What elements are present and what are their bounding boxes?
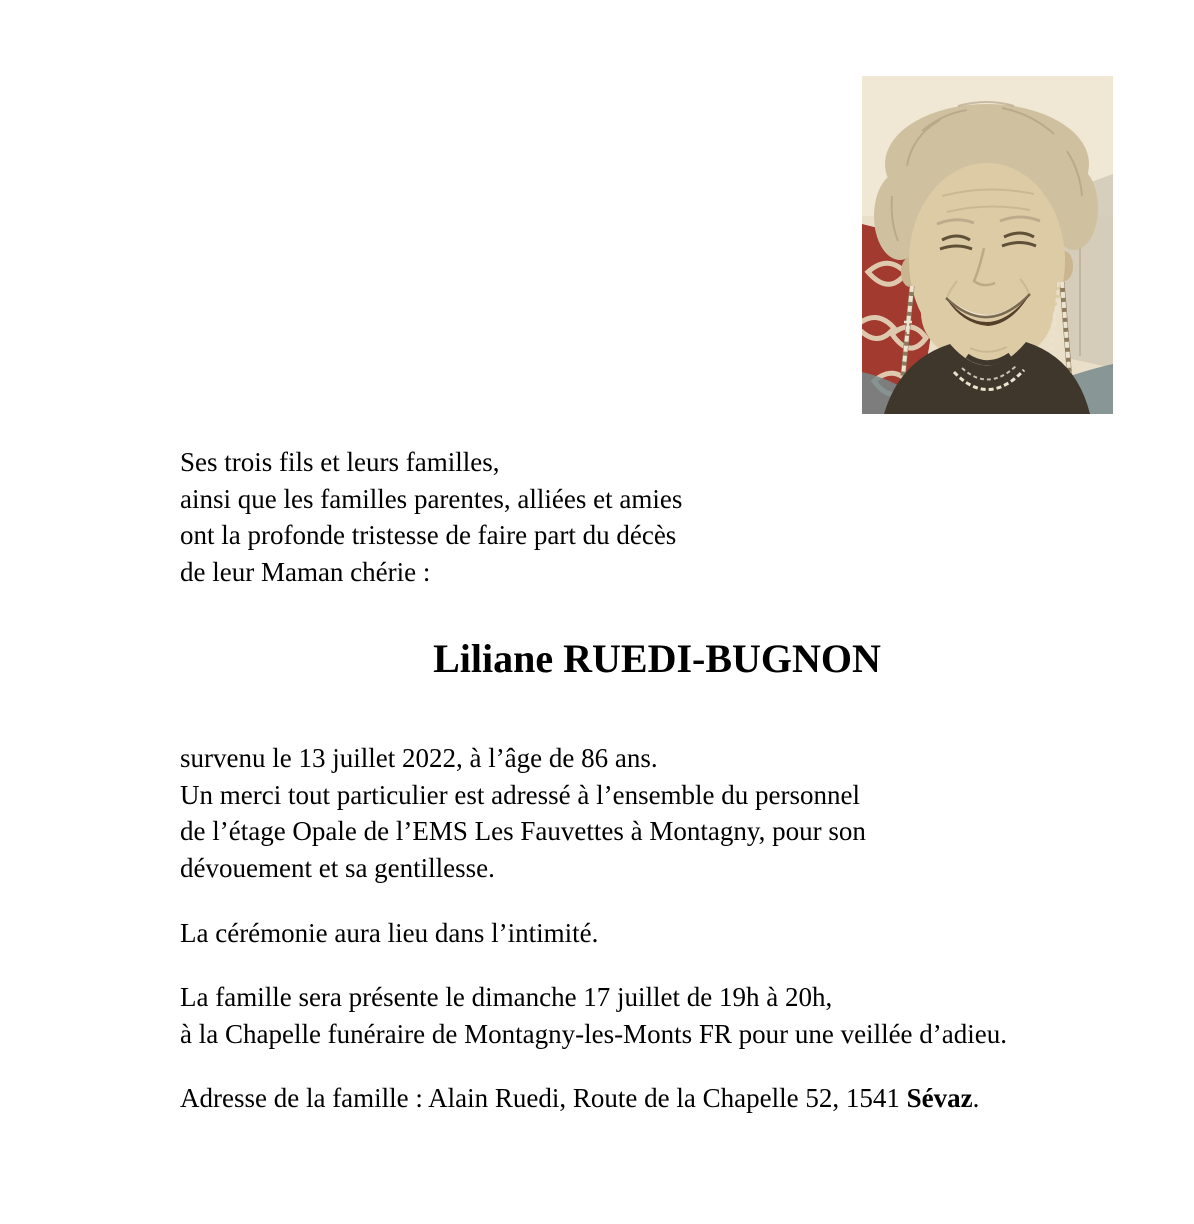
address-town-bold: Sévaz (906, 1083, 973, 1113)
vigil-line-1: La famille sera présente le dimanche 17 juillet de 19h à 20h, (180, 982, 833, 1012)
ceremony-paragraph (180, 915, 598, 952)
ceremony-line: La cérémonie aura lieu dans l’intimité. (180, 918, 599, 948)
details-paragraph (180, 740, 866, 886)
details-line-1: survenu le 13 juillet 2022, à l’âge de 86 ans. (180, 743, 658, 773)
vigil-line-2: à la Chapelle funéraire de Montagny-les-Monts FR pour une veillée d’adieu. (180, 1018, 1007, 1049)
address-text: Adresse de la famille : Alain Ruedi, Route de la Chapelle 52, 1541 (180, 1083, 907, 1113)
intro-line-1: Ses trois fils et leurs familles, (180, 447, 500, 477)
details-line-4: dévouement et sa gentillesse. (180, 852, 495, 883)
intro-line-4: de leur Maman chérie : (180, 556, 431, 587)
address-paragraph (180, 1080, 979, 1117)
deceased-name: Liliane RUEDI-BUGNON (433, 636, 881, 681)
vigil-paragraph (180, 979, 1007, 1052)
address-period: . (972, 1083, 980, 1113)
details-line-2: Un merci tout particulier est adressé à l’ensemble du personnel (180, 779, 861, 810)
face (909, 163, 1065, 365)
details-line-3: de l’étage Opale de l’EMS Les Fauvettes à Montagny, pour son (180, 816, 866, 847)
intro-paragraph (180, 444, 682, 590)
intro-line-2: ainsi que les familles parentes, alliées et amies (180, 483, 683, 514)
intro-line-3: ont la profonde tristesse de faire part du décès (180, 520, 677, 551)
portrait-photo (862, 76, 1113, 414)
